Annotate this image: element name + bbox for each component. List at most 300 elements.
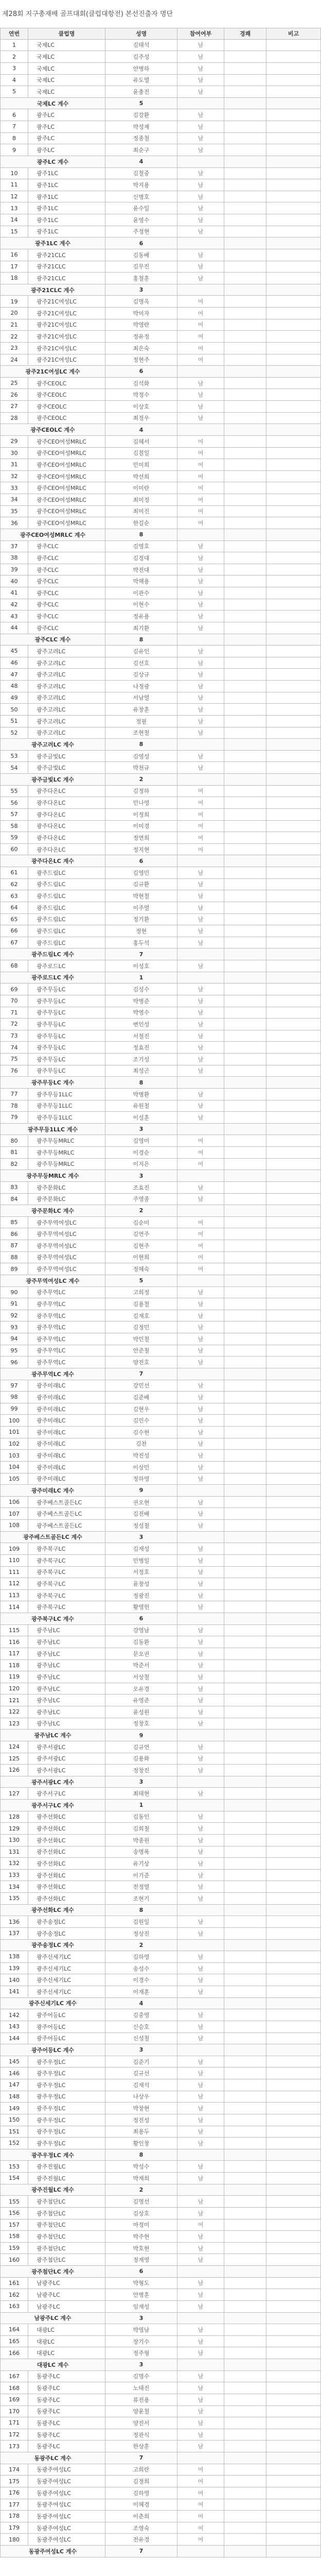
subtotal-count: 8 [105,1077,177,1088]
score-cell [224,890,266,902]
row-number-cell: 67 [0,937,28,948]
score-cell [224,2359,266,2370]
score-cell [224,1100,266,1112]
club-name-cell: 광주CEOLC [28,389,105,400]
participation-cell: 남 [177,716,224,727]
table-row [0,2417,321,2429]
participation-cell: 여 [177,2219,224,2231]
score-cell [224,1054,266,1065]
row-number-cell: 154 [0,2173,28,2184]
score-cell [224,867,266,878]
participation-cell: 남 [177,1741,224,1753]
participation-cell: 남 [177,1718,224,1730]
player-name-cell: 박성수 [105,2161,177,2172]
score-cell [224,98,266,109]
subtotal-label: 광주무등MRLC 계수 [0,1170,105,1181]
remarks-cell [266,1310,321,1321]
row-number-cell: 42 [0,599,28,611]
table-row [0,2219,321,2231]
subtotal-row [0,2313,321,2325]
remarks-cell [266,2103,321,2114]
remarks-cell [266,1730,321,1741]
remarks-cell [266,1030,321,1042]
table-row [0,1555,321,1567]
remarks-cell [266,40,321,51]
remarks-cell [266,144,321,156]
player-name-cell: 정필 [105,716,177,727]
participation-cell [177,98,224,109]
player-name-cell: 정현 [105,925,177,937]
remarks-cell [266,2079,321,2091]
row-number-cell: 171 [0,2417,28,2429]
participation-cell [177,366,224,377]
participation-cell: 남 [177,1054,224,1065]
score-cell [224,716,266,727]
score-cell [224,1706,266,1718]
table-row [0,331,321,343]
table-row [0,844,321,856]
remarks-cell [266,1998,321,2009]
remarks-cell [266,1124,321,1135]
club-name-cell: 광주CLC [28,611,105,622]
table-row [0,1473,321,1485]
participation-cell: 남 [177,914,224,925]
participation-cell: 여 [177,354,224,366]
club-name-cell: 광주선화LC [28,1881,105,1892]
score-cell [224,51,266,62]
score-cell [224,1077,266,1088]
club-name-cell: 광주남LC [28,1648,105,1659]
score-cell [224,273,266,284]
table-row [0,296,321,308]
remarks-cell [266,1636,321,1648]
remarks-cell [266,657,321,669]
row-number-cell: 50 [0,704,28,715]
club-name-cell: 동광주LC [28,2429,105,2441]
subtotal-row [0,2452,321,2464]
score-cell [224,2324,266,2335]
table-row [0,1298,321,1310]
subtotal-count: 4 [105,1998,177,2009]
score-cell [224,786,266,797]
table-row [0,1951,321,1963]
participation-cell: 여 [177,482,224,494]
participation-cell: 남 [177,2441,224,2452]
score-cell [224,1159,266,1170]
subtotal-row [0,366,321,378]
row-number-cell: 7 [0,121,28,132]
club-name-cell: 동광주여성LC [28,2464,105,2476]
participation-cell: 남 [177,2021,224,2032]
row-number-cell: 159 [0,2243,28,2254]
remarks-cell [266,984,321,995]
subtotal-label: 광주다온LC 계수 [0,855,105,867]
table-row [0,1228,321,1240]
subtotal-row [0,1800,321,1811]
subtotal-label: 광주미래LC 계수 [0,1485,105,1496]
remarks-cell [266,1438,321,1450]
participation-cell [177,2266,224,2277]
score-cell [224,2313,266,2324]
club-name-cell: 광주북구LC [28,1567,105,1578]
player-name-cell: 이경순 [105,1147,177,1158]
player-name-cell: 김무진 [105,261,177,273]
table-body [0,40,321,2557]
participation-cell: 남 [177,1671,224,1683]
score-cell [224,832,266,843]
score-cell [224,1007,266,1019]
remarks-cell [266,2289,321,2300]
remarks-cell [266,995,321,1007]
remarks-cell [266,168,321,179]
player-name-cell: 박성재 [105,121,177,132]
row-number-cell: 36 [0,517,28,529]
club-name-cell: 광주무역LC [28,1357,105,1368]
remarks-cell [266,716,321,727]
table-row [0,494,321,506]
participation-cell: 남 [177,984,224,995]
score-cell [224,879,266,890]
club-name-cell: 동광주여성LC [28,2487,105,2499]
participation-cell: 남 [177,2196,224,2207]
participation-cell [177,2546,224,2557]
score-cell [224,995,266,1007]
player-name-cell: 정연희 [105,832,177,843]
participation-cell: 남 [177,762,224,773]
player-name-cell: 이지은 [105,1159,177,1170]
row-number-cell: 140 [0,1974,28,1986]
participation-cell [177,972,224,984]
score-cell [224,1543,266,1554]
table-row [0,2324,321,2336]
table-row [0,1450,321,1462]
row-number-cell: 27 [0,401,28,412]
remarks-cell [266,2511,321,2522]
club-name-cell: 광주1LC [28,179,105,191]
participation-cell: 남 [177,1007,224,1019]
score-cell [224,2499,266,2511]
remarks-cell [266,331,321,342]
row-number-cell: 122 [0,1706,28,1718]
player-name-cell: 김중영 [105,2009,177,2021]
subtotal-row [0,1485,321,1497]
remarks-cell [266,2487,321,2499]
score-cell [224,1671,266,1683]
club-name-cell: 광주북구LC [28,1555,105,1566]
score-cell [224,1823,266,1834]
subtotal-count: 3 [105,1532,177,1543]
participation-cell: 남 [177,1415,224,1426]
row-number-cell: 141 [0,1986,28,1997]
player-name-cell: 조효진 [105,1182,177,1193]
remarks-cell [266,599,321,611]
score-cell [224,2452,266,2464]
score-cell [224,1112,266,1123]
player-name-cell: 서상철 [105,1671,177,1683]
club-name-cell: 광주CLC [28,541,105,552]
score-cell [224,168,266,179]
participation-cell: 남 [177,1694,224,1706]
score-cell [224,937,266,948]
row-number-cell: 108 [0,1520,28,1531]
remarks-cell [266,890,321,902]
table-row [0,1007,321,1019]
participation-cell: 남 [177,1450,224,1461]
participation-cell: 여 [177,459,224,470]
participation-cell: 남 [177,681,224,692]
remarks-cell [266,2219,321,2231]
remarks-cell [266,669,321,680]
club-name-cell: 광주무등1LLC [28,1100,105,1112]
score-cell [224,1846,266,1858]
player-name-cell: 유창훈 [105,704,177,715]
score-cell [224,343,266,354]
row-number-cell: 6 [0,109,28,121]
participation-cell: 여 [177,1135,224,1146]
remarks-cell [266,226,321,238]
score-cell [224,2196,266,2207]
participation-cell: 남 [177,2278,224,2289]
score-cell [224,669,266,680]
participation-cell: 여 [177,343,224,354]
table-row [0,109,321,121]
club-name-cell: 동광주LC [28,2382,105,2394]
remarks-cell [266,2534,321,2545]
row-number-cell: 25 [0,378,28,389]
row-number-cell: 172 [0,2429,28,2441]
club-name-cell: 광주진월LC [28,2173,105,2184]
club-name-cell: 광주베스트골든LC [28,1508,105,1519]
remarks-cell [266,925,321,937]
subtotal-label: 광주진월LC 계수 [0,2184,105,2196]
row-number-cell: 157 [0,2219,28,2231]
participation-cell: 남 [177,1030,224,1042]
score-cell [224,2079,266,2091]
participation-cell: 남 [177,63,224,74]
remarks-cell [266,214,321,226]
remarks-cell [266,646,321,657]
remarks-cell [266,1321,321,1333]
remarks-cell [266,343,321,354]
club-name-cell: 광주북구LC [28,1578,105,1589]
score-cell [224,226,266,238]
subtotal-label: 광주무등LC 계수 [0,1077,105,1088]
remarks-cell [266,2347,321,2359]
player-name-cell: 박진대 [105,564,177,575]
club-name-cell: 광주무등LC [28,1054,105,1065]
participation-cell: 남 [177,2254,224,2265]
subtotal-row [0,1613,321,1625]
participation-cell: 남 [177,144,224,156]
row-number-cell: 37 [0,541,28,552]
remarks-cell [266,1613,321,1624]
remarks-cell [266,1485,321,1496]
subtotal-row [0,2546,321,2557]
participation-cell [177,1940,224,1951]
table-row [0,1671,321,1683]
player-name-cell: 최미정 [105,494,177,505]
club-name-cell: 광주선화LC [28,1811,105,1823]
club-name-cell: 광주무등LC [28,1019,105,1030]
subtotal-row [0,98,321,110]
table-row [0,1578,321,1590]
remarks-cell [266,202,321,214]
score-cell [224,2021,266,2032]
row-number-cell: 38 [0,552,28,564]
remarks-cell [266,1532,321,1543]
participation-cell: 남 [177,1683,224,1694]
player-name-cell: 조기성 [105,1054,177,1065]
club-name-cell: 광주미래LC [28,1392,105,1403]
row-number-cell: 35 [0,506,28,517]
table-row [0,552,321,564]
participation-cell: 남 [177,1019,224,1030]
participation-cell: 여 [177,832,224,843]
row-number-cell: 75 [0,1054,28,1065]
row-number-cell: 16 [0,249,28,261]
table-row [0,121,321,133]
club-name-cell: 광주LC [28,121,105,132]
remarks-cell [266,2138,321,2149]
row-number-cell: 59 [0,832,28,843]
club-name-cell: 동광주여성LC [28,2522,105,2534]
score-cell [224,529,266,540]
participation-cell: 남 [177,1893,224,1904]
remarks-cell [266,1275,321,1286]
remarks-cell [266,1706,321,1718]
remarks-cell [266,1788,321,1799]
club-name-cell: 광주첨단LC [28,2219,105,2231]
club-name-cell: 광주다온LC [28,786,105,797]
club-name-cell: 광주고려LC [28,692,105,704]
club-name-cell: 광주CLC [28,564,105,575]
table-row [0,2103,321,2114]
participation-cell: 남 [177,2114,224,2126]
table-row [0,343,321,354]
row-number-cell: 146 [0,2067,28,2079]
subtotal-count: 6 [105,1613,177,1624]
club-name-cell: 광주CLC [28,575,105,587]
row-number-cell: 124 [0,1741,28,1753]
player-name-cell: 윤성원 [105,1706,177,1718]
participation-cell: 남 [177,587,224,599]
row-number-cell: 103 [0,1450,28,1461]
player-name-cell: 정효진 [105,1042,177,1053]
remarks-cell [266,1590,321,1601]
player-name-cell: 정기환 [105,914,177,925]
table-row [0,2254,321,2266]
row-number-cell: 10 [0,168,28,179]
score-cell [224,1858,266,1869]
header-cell-participation: 참여여부 [177,28,224,39]
row-number-cell: 3 [0,63,28,74]
participation-cell: 남 [177,1392,224,1403]
player-name-cell: 정혜숙 [105,1263,177,1275]
table-row [0,1217,321,1229]
club-name-cell: 광주21C여성LC [28,354,105,366]
participation-cell: 남 [177,1753,224,1765]
row-number-cell: 12 [0,191,28,202]
score-cell [224,1508,266,1519]
table-row [0,319,321,331]
table-row [0,786,321,798]
participation-cell: 남 [177,1636,224,1648]
club-name-cell: 광주다온LC [28,809,105,820]
participation-cell: 남 [177,1963,224,1974]
participation-cell: 여 [177,1147,224,1158]
table-row [0,727,321,739]
score-cell [224,575,266,587]
participation-cell: 남 [177,1928,224,1939]
row-number-cell: 72 [0,1019,28,1030]
remarks-cell [266,2522,321,2534]
remarks-cell [266,541,321,552]
participation-cell: 남 [177,2301,224,2312]
table-row [0,2079,321,2091]
club-name-cell: 광주우정LC [28,2091,105,2103]
player-name-cell: 나상우 [105,2091,177,2103]
score-cell [224,413,266,424]
row-number-cell: 127 [0,1788,28,1799]
participants-table [0,28,321,2557]
subtotal-label: 광주송정LC 계수 [0,1940,105,1951]
club-name-cell: 광주남LC [28,1660,105,1671]
row-number-cell: 115 [0,1625,28,1636]
score-cell [224,1252,266,1263]
row-number-cell: 148 [0,2091,28,2103]
subtotal-row [0,1275,321,1287]
score-cell [224,1835,266,1846]
row-number-cell: 173 [0,2441,28,2452]
participation-cell: 남 [177,1706,224,1718]
player-name-cell: 장기수 [105,2336,177,2347]
player-name-cell: 전유경 [105,2534,177,2545]
score-cell [224,2278,266,2289]
participation-cell: 여 [177,319,224,331]
table-row [0,1567,321,1579]
participation-cell [177,529,224,540]
club-name-cell: 광주송정LC [28,1928,105,1939]
player-name-cell: 박지용 [105,179,177,191]
row-number-cell: 1 [0,40,28,51]
subtotal-count: 7 [105,1368,177,1380]
remarks-cell [266,2067,321,2079]
player-name-cell: 김영미 [105,1135,177,1146]
subtotal-row [0,634,321,646]
participation-cell [177,2184,224,2196]
participation-cell: 남 [177,1986,224,1997]
remarks-cell [266,751,321,762]
score-cell [224,156,266,167]
remarks-cell [266,191,321,202]
player-name-cell: 김태석 [105,40,177,51]
table-row [0,2138,321,2149]
table-row [0,1287,321,1299]
participation-cell: 여 [177,1217,224,1228]
participation-cell: 남 [177,226,224,238]
score-cell [224,902,266,913]
score-cell [224,611,266,622]
table-row [0,2231,321,2243]
participation-cell [177,284,224,296]
remarks-cell [266,1368,321,1380]
row-number-cell: 70 [0,995,28,1007]
row-number-cell: 155 [0,2196,28,2207]
subtotal-row [0,1905,321,1917]
participation-cell: 여 [177,2511,224,2522]
row-number-cell: 113 [0,1590,28,1601]
player-name-cell: 이관수 [105,587,177,599]
